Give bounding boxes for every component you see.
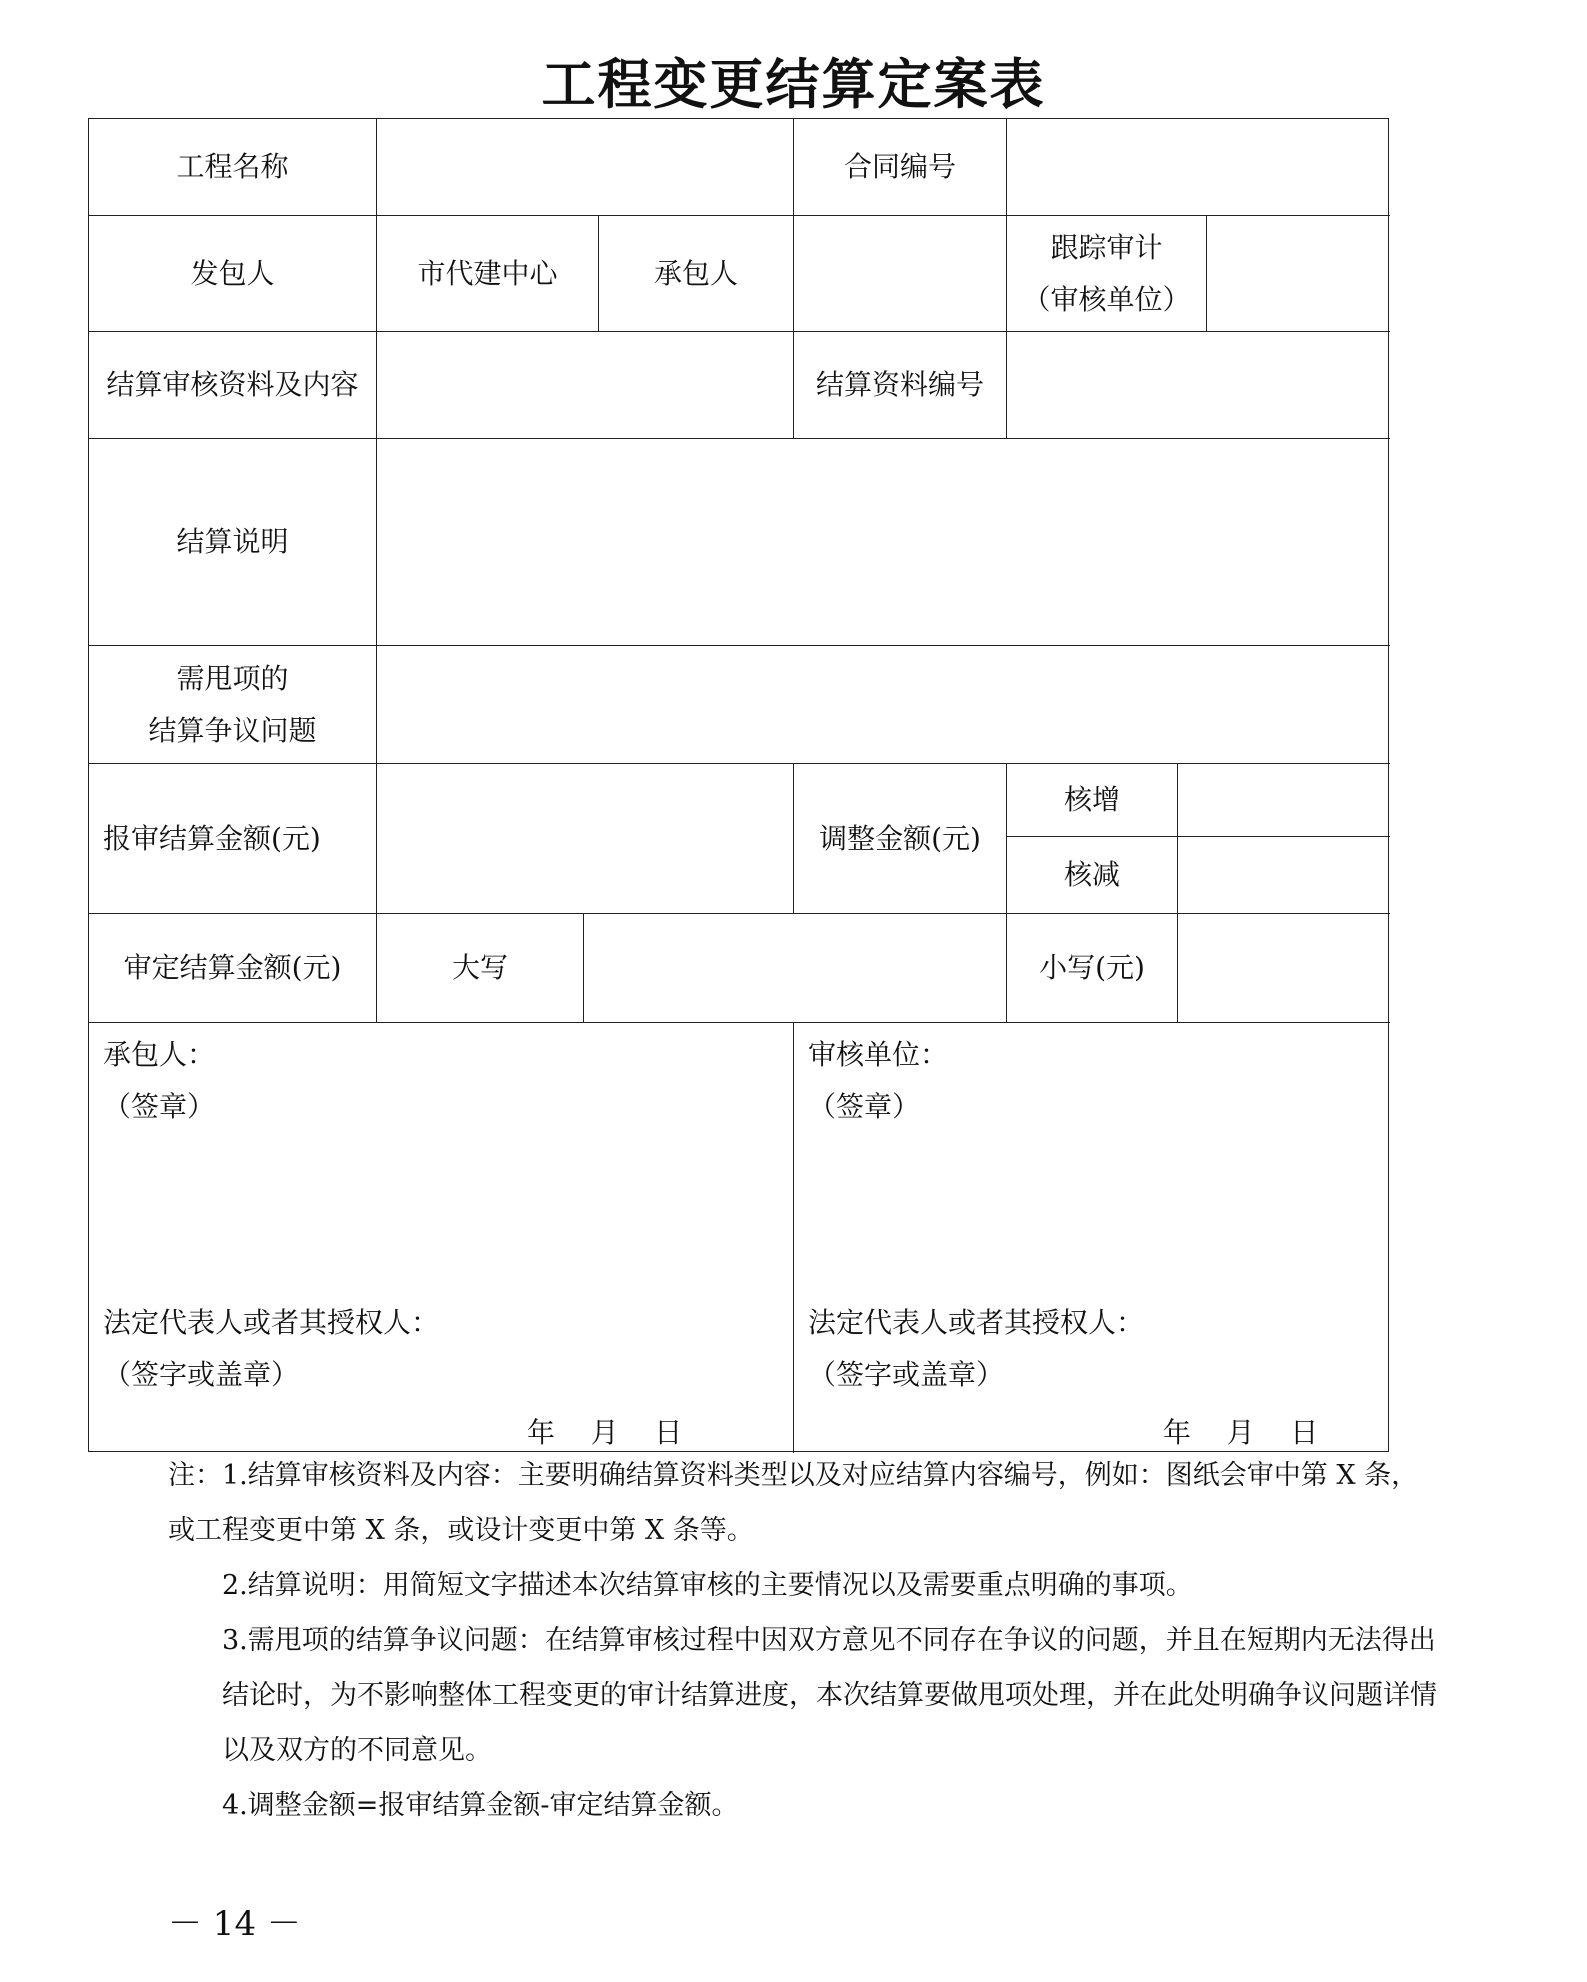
auditor-sign-or-seal: （签字或盖章） [808, 1358, 1005, 1391]
tracking-audit-field[interactable] [1207, 216, 1390, 332]
contractor-sign-or-seal: （签字或盖章） [103, 1358, 300, 1391]
page-number: － 14 － [168, 1904, 301, 1944]
settlement-desc-label: 结算说明 [89, 439, 377, 646]
note-2: 2.结算说明：用简短文字描述本次结算审核的主要情况以及需要重点明确的事项。 [222, 1570, 1193, 1601]
settlement-form-table [88, 118, 1389, 1452]
approved-amount-label: 审定结算金额(元) [89, 914, 377, 1023]
decrease-field[interactable] [1178, 837, 1390, 914]
materials-no-label: 结算资料编号 [794, 332, 1007, 439]
auditor-sign-area[interactable] [794, 1023, 1390, 1453]
submitted-amount-field[interactable] [377, 764, 794, 914]
tracking-audit-line1: 跟踪审计 [1050, 230, 1163, 264]
uppercase-amount-field[interactable] [584, 914, 1007, 1023]
lowercase-amount-field[interactable] [1178, 914, 1390, 1023]
notes-section [168, 1448, 1438, 1833]
dispute-line2: 结算争议问题 [148, 713, 317, 747]
employer-label: 发包人 [89, 216, 377, 332]
lowercase-label: 小写(元) [1007, 914, 1178, 1023]
note-1: 注：1.结算审核资料及内容：主要明确结算资料类型以及对应结算内容编号，例如：图纸会审中第 X 条，或工程变更中第 X 条，或设计变更中第 X 条等。 [168, 1460, 1419, 1546]
contractor-date: 年 月 日 [527, 1416, 683, 1449]
contractor-legal-rep: 法定代表人或者其授权人： [103, 1306, 440, 1339]
page-title: 工程变更结算定案表 [541, 52, 1046, 116]
dispute-label [89, 646, 377, 764]
contractor-seal-note: （签章） [103, 1090, 216, 1123]
project-name-label: 工程名称 [89, 119, 377, 216]
increase-field[interactable] [1178, 764, 1390, 837]
contractor-sign-heading: 承包人： [103, 1038, 216, 1071]
tracking-audit-line2: （审核单位） [1022, 282, 1191, 316]
note-3: 3.需甩项的结算争议问题：在结算审核过程中因双方意见不同存在争议的问题，并且在短期内无法得出结论时，为不影响整体工程变更的审计结算进度，本次结算要做甩项处理，并在此处明确争议问题详情以及双方的不同意见。 [222, 1625, 1437, 1766]
adjust-amount-label: 调整金额(元) [794, 764, 1007, 914]
contractor-label: 承包人 [599, 216, 794, 332]
contractor-sign-area[interactable] [89, 1023, 794, 1453]
dispute-line1: 需甩项的 [176, 661, 289, 695]
auditor-date: 年 月 日 [1163, 1416, 1319, 1449]
auditor-legal-rep: 法定代表人或者其授权人： [808, 1306, 1145, 1339]
decrease-label: 核减 [1007, 837, 1178, 914]
auditor-seal-note: （签章） [808, 1090, 921, 1123]
contract-no-label: 合同编号 [794, 119, 1007, 216]
settlement-desc-field[interactable] [377, 439, 1390, 646]
contract-no-field[interactable] [1007, 119, 1390, 216]
auditor-sign-heading: 审核单位： [808, 1038, 949, 1071]
tracking-audit-label [1007, 216, 1207, 332]
audit-materials-label: 结算审核资料及内容 [89, 332, 377, 439]
dispute-field[interactable] [377, 646, 1390, 764]
project-name-field[interactable] [377, 119, 794, 216]
increase-label: 核增 [1007, 764, 1178, 837]
employer-value: 市代建中心 [377, 216, 599, 332]
contractor-field[interactable] [794, 216, 1007, 332]
note-4: 4.调整金额=报审结算金额-审定结算金额。 [222, 1790, 739, 1821]
materials-no-field[interactable] [1007, 332, 1390, 439]
audit-materials-field[interactable] [377, 332, 794, 439]
uppercase-label: 大写 [377, 914, 584, 1023]
submitted-amount-label: 报审结算金额(元) [89, 764, 377, 914]
